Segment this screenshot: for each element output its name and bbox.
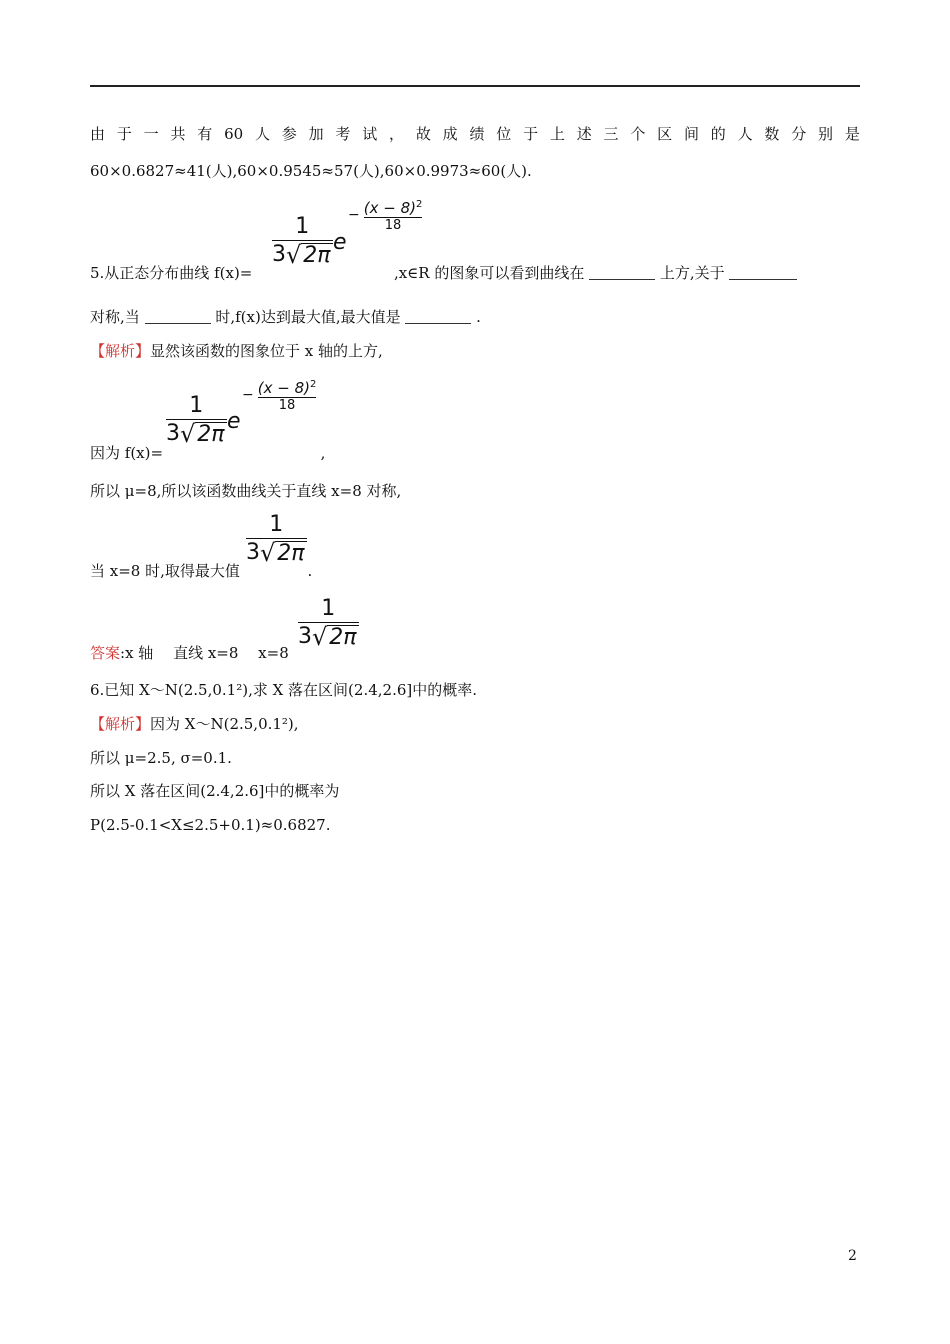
page-number: 2 xyxy=(848,1248,857,1264)
a5-exponent: − $(x - 8)^2$ 18 xyxy=(242,379,317,413)
a5-formula: 1 3 √ 2π xyxy=(166,393,225,448)
q5-line-2: 对称,当 时,f(x)达到最大值,最大值是 . xyxy=(90,308,481,326)
a5-max-value: 1 3 √ 2π xyxy=(246,512,305,567)
analysis-6-line-4: P(2.5-0.1<X≤2.5+0.1)≈0.6827. xyxy=(90,816,331,834)
paragraph-line-2: 60×0.6827≈41(人),60×0.9545≈57(人),60×0.9973≈60(人). xyxy=(90,162,532,180)
paragraph-char: 是 xyxy=(844,125,860,143)
blank-3 xyxy=(145,309,211,324)
paragraph-char: 于 xyxy=(523,125,539,143)
analysis-6-line-2: 所以 μ=2.5, σ=0.1. xyxy=(90,749,232,767)
paragraph-char: 个 xyxy=(630,125,646,143)
analysis-6-line-1: 【解析】因为 X～N(2.5,0.1²), xyxy=(90,715,299,733)
q5-formula: 1 3 √ 2π xyxy=(272,214,331,269)
paragraph-char: 间 xyxy=(683,125,699,143)
blank-1 xyxy=(589,265,655,280)
paragraph-char: 三 xyxy=(603,125,619,143)
paragraph-char: 上 xyxy=(549,125,565,143)
paragraph-char: 述 xyxy=(576,125,592,143)
q6-line: 6.已知 X～N(2.5,0.1²),求 X 落在区间(2.4,2.6]中的概率. xyxy=(90,681,478,699)
paragraph-char: 60 xyxy=(224,125,244,143)
fraction-numerator: 1 xyxy=(295,214,310,239)
analysis-5-line-3: 所以 μ=8,所以该函数曲线关于直线 x=8 对称, xyxy=(90,482,402,500)
analysis-5-line-2: 因为 f(x)= , xyxy=(90,444,326,462)
analysis-5-line-1: 【解析】显然该函数的图象位于 x 轴的上方, xyxy=(90,342,383,360)
paragraph-char: 共 xyxy=(170,125,186,143)
paragraph-char: 加 xyxy=(308,125,324,143)
paragraph-char: 由 xyxy=(90,125,106,143)
paragraph-char: 的 xyxy=(710,125,726,143)
paragraph-char: 有 xyxy=(197,125,213,143)
blank-4 xyxy=(405,309,471,324)
analysis-6-line-3: 所以 X 落在区间(2.4,2.6]中的概率为 xyxy=(90,782,340,800)
paragraph-char: 于 xyxy=(116,125,132,143)
q5-exponent: − $(x - 8)^2$ 18 xyxy=(348,199,423,233)
paragraph-char: 人 xyxy=(737,125,753,143)
paragraph-char: 数 xyxy=(764,125,780,143)
header-rule xyxy=(90,85,860,87)
answer-max-value: 1 3 √ 2π xyxy=(298,596,357,651)
paragraph-char: 人 xyxy=(254,125,270,143)
paragraph-char: 试 xyxy=(362,125,378,143)
paragraph-char: 别 xyxy=(818,125,834,143)
answer-line: 答案:x 轴 直线 x=8 x=8 xyxy=(90,644,304,662)
a5-e: e xyxy=(227,409,241,434)
analysis-tag: 【解析】 xyxy=(90,342,151,360)
blank-2 xyxy=(729,265,797,280)
paragraph-char: 参 xyxy=(281,125,297,143)
paragraph-char: 故 xyxy=(415,125,431,143)
paragraph-line-1 xyxy=(90,124,860,144)
paragraph-char: 绩 xyxy=(469,125,485,143)
paragraph-char: 位 xyxy=(496,125,512,143)
q5-line-1: 5.从正态分布曲线 f(x)= ,x∈R 的图象可以看到曲线在 上方,关于 xyxy=(90,263,860,283)
paragraph-char: 一 xyxy=(143,125,159,143)
answer-label: 答案 xyxy=(90,644,121,662)
paragraph-char: 成 xyxy=(442,125,458,143)
paragraph-char: 考 xyxy=(335,125,351,143)
analysis-5-line-4: 当 x=8 时,取得最大值 . xyxy=(90,562,313,580)
paragraph-char: 区 xyxy=(657,125,673,143)
q5-e: e xyxy=(333,230,347,255)
paragraph-char: ， xyxy=(389,125,405,143)
paragraph-char: 分 xyxy=(791,125,807,143)
